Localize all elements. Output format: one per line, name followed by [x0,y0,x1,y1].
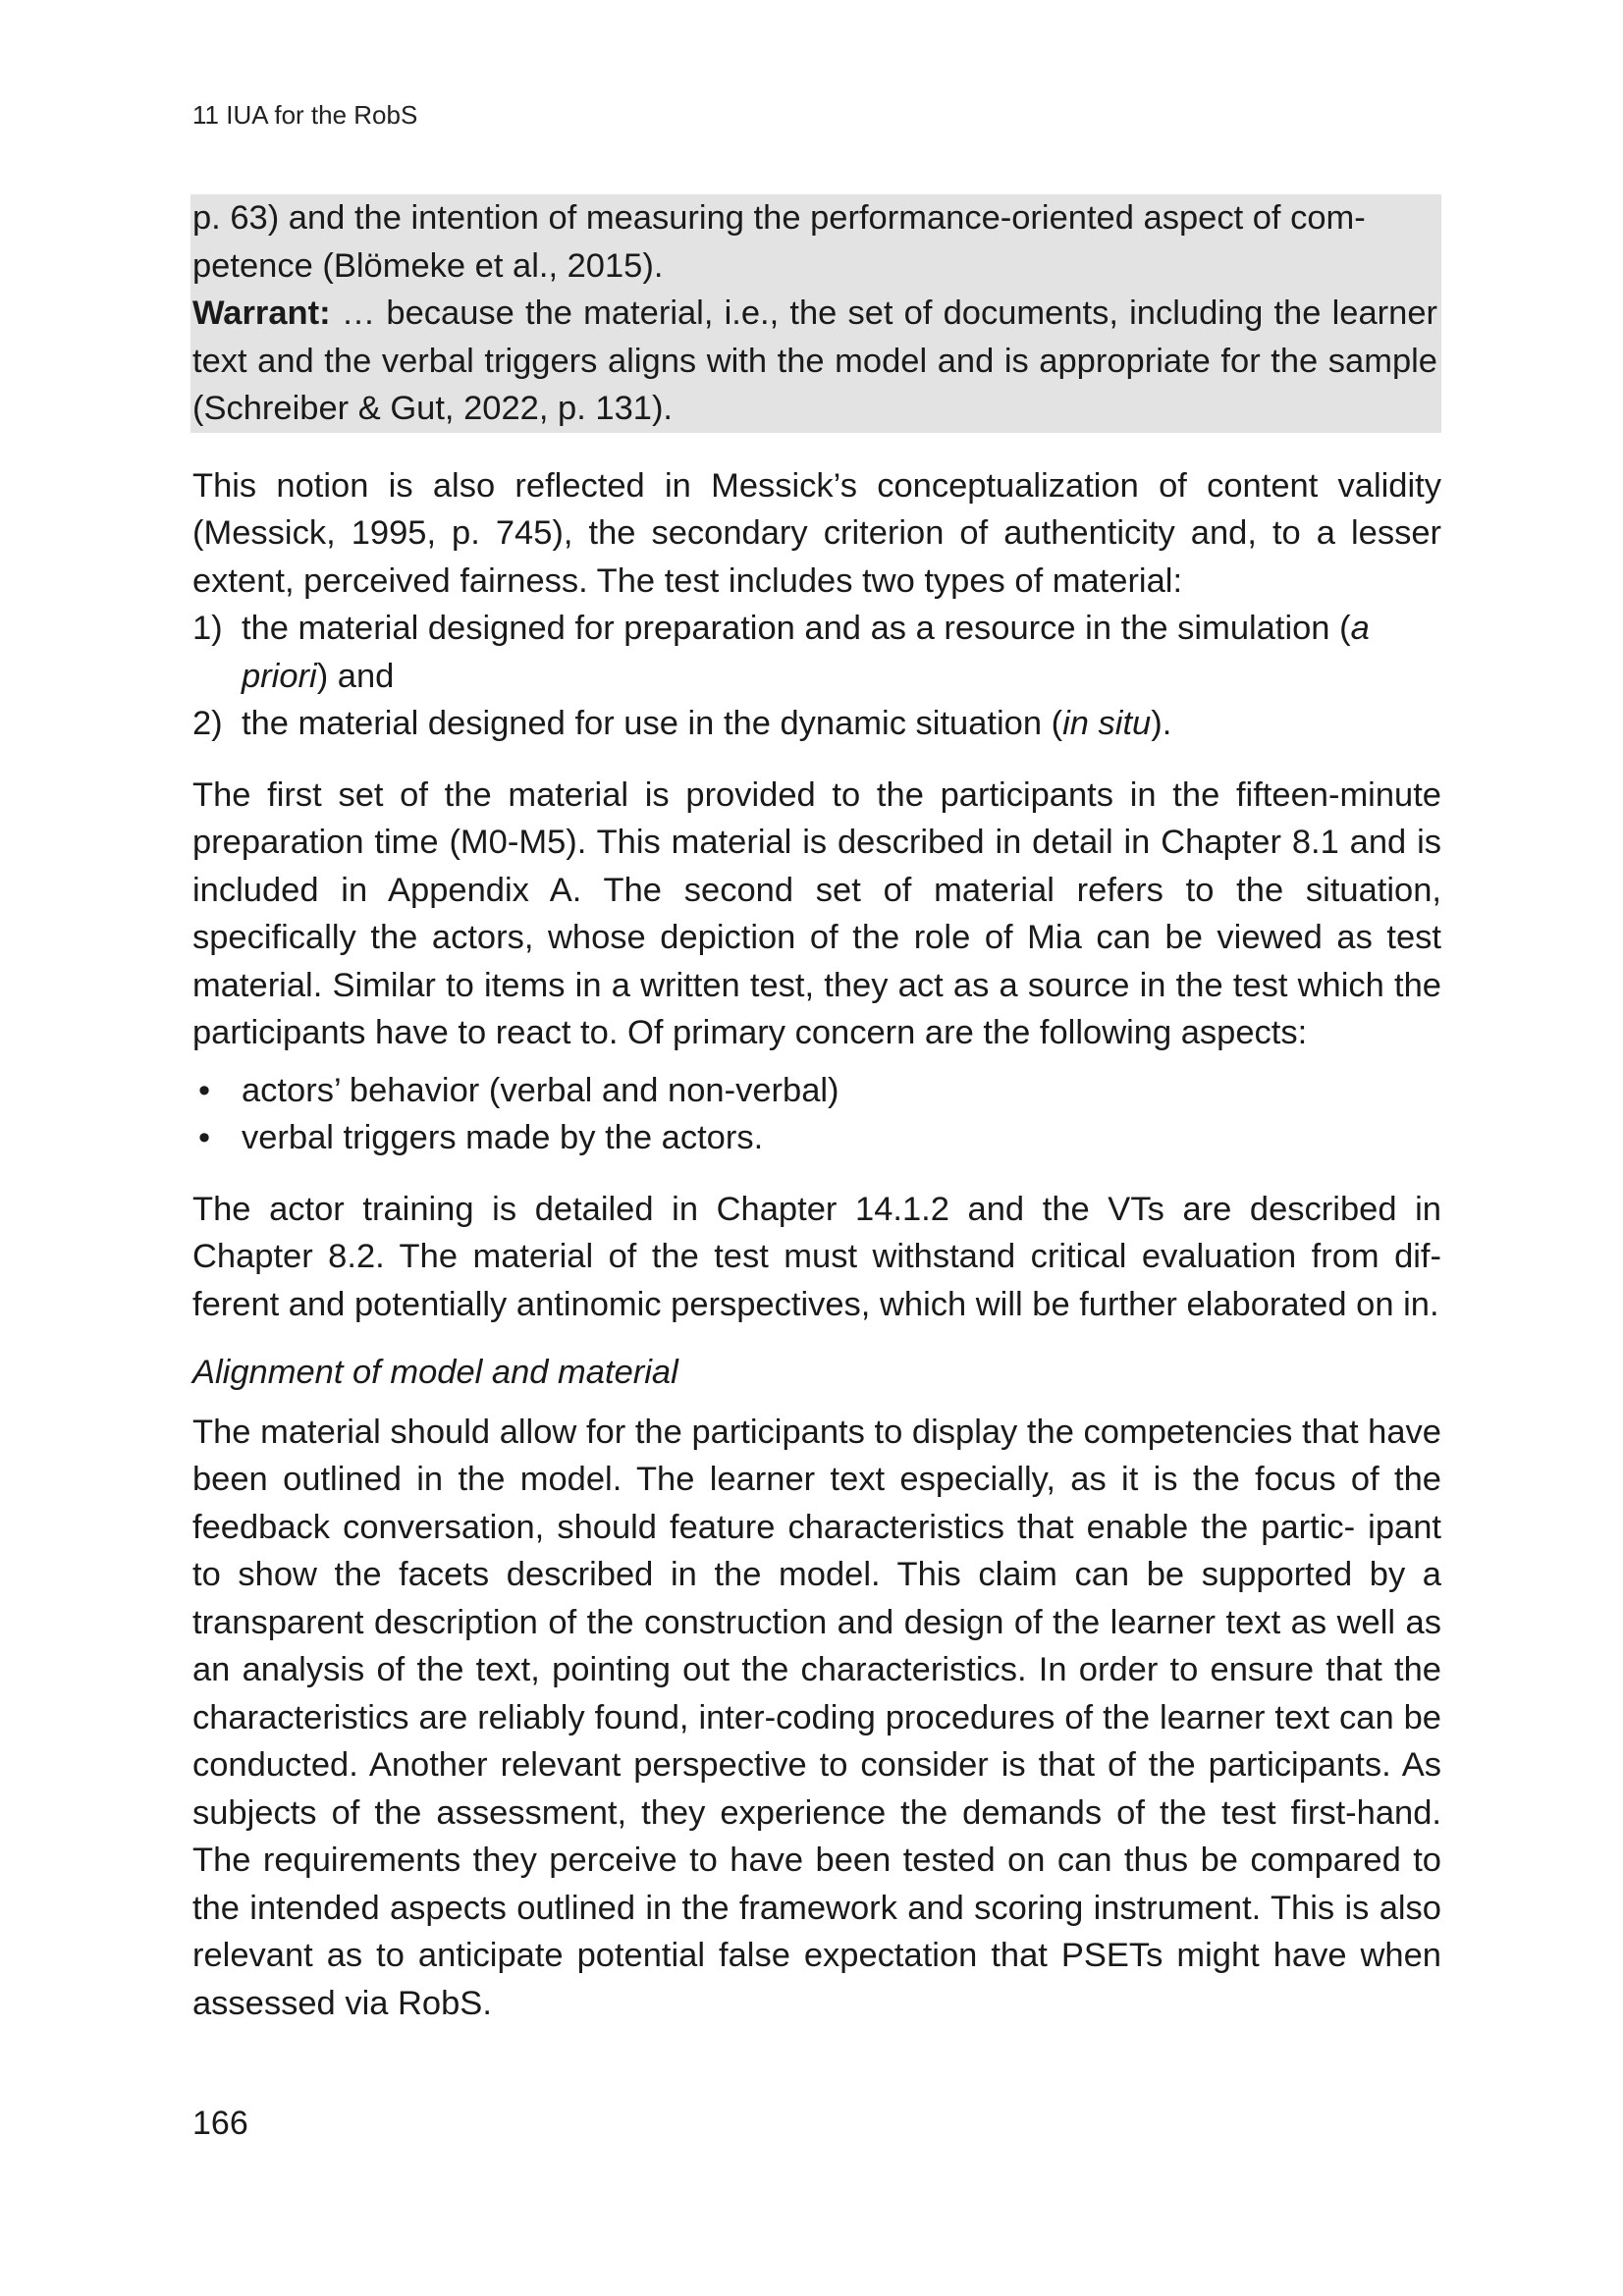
bullet-text: verbal triggers made by the actors. [242,1119,764,1156]
list-item [192,700,1441,748]
warrant-paragraph [192,290,1437,433]
bullet-marker: • [198,1071,211,1109]
aspects-bullet-list [192,1067,1441,1162]
paragraph-actor-training: The actor training is detailed in Chapter 14.1.2 and the VTs are described in Chapter 8.2. The material of the test must withstand critical evaluation from dif- ferent and potentially antinomic perspectives, which will be further elaborated on in. [192,1190,1441,1323]
running-head: 11 IUA for the RobS [192,100,418,130]
list-marker: 2) [192,705,223,742]
warrant-text: … because the material, i.e., the set of documents, including the learner text and the verbal triggers aligns with the model and is appropriate for the sample (Schreiber & Gut, 2022, p. 131). [192,294,1437,427]
section-heading: Alignment of model and material [192,1354,678,1391]
bullet-marker: • [198,1119,211,1156]
paragraph-alignment: The material should allow for the participants to display the competencies that have been outlined in the model. The learner text especially, as it is the focus of the feedback conversation, should feature characteristics that enable the partic- ipant to show the facets described in the model. This claim can be supported by a transparent description of the construction and design of the learner text as well as an analysis of the text, pointing out the characteristics. In order to ensure that the characteristics are reliably found, inter-coding procedures of the learner text can be conducted. Another relevant perspective to consider is that of the participants. As subjects of the assessment, they experience the demands of the test first-hand. The requirements they perceive to have been tested on can thus be compared to the intended aspects outlined in the framework and scoring instrument. This is also relevant as to anticipate potential false expectation that PSETs might have when assessed via RobS. [192,1413,1441,2022]
warrant-box [190,194,1441,433]
page-content [192,194,1441,2027]
list-item-text: the material designed for preparation and as a resource in the simulation ( [242,610,1351,647]
warrant-box-line-2-text: petence (Blömeke et al., 2015). [192,246,664,285]
list-item-text-end: ) and [316,657,395,695]
bullet-item [192,1114,1441,1162]
bullet-text: actors’ behavior (verbal and non-verbal) [242,1071,839,1109]
paragraph-first-set: The first set of the material is provided to the participants in the fifteen-minute preparation time (M0-M5). This material is described in detail in Chapter 8.1 and is included in Appendix A. The second set of material refers to the situation, specifically the actors, whose depiction of the role of Mia can be viewed as test material. Similar to items in a written test, they act as a source in the test which the participants have to react to. Of primary concern are the following aspects: [192,775,1441,1051]
list-item-text: the material designed for use in the dynamic situation ( [242,705,1063,742]
warrant-box-line-2 [192,242,1437,291]
list-item-italic: in situ [1062,705,1152,742]
list-item-italic: a priori [242,610,1370,695]
paragraph-messick: This notion is also reflected in Messick’s conceptualization of content validity (Messick, 1995, p. 745), the secondary criterion of authenticity and, to a lesser extent, perceived fairness. The test includes two types of material: [192,466,1441,600]
list-marker: 1) [192,610,223,647]
list-item-text-end: ). [1151,705,1172,742]
warrant-box-line-1-text: p. 63) and the intention of measuring the performance-oriented aspect of com- [192,199,1366,237]
material-types-list [192,605,1441,748]
warrant-label: Warrant: [192,294,331,332]
warrant-box-line-1 [192,194,1437,242]
list-item [192,605,1441,700]
page-number: 166 [192,2105,248,2142]
bullet-item [192,1067,1441,1115]
